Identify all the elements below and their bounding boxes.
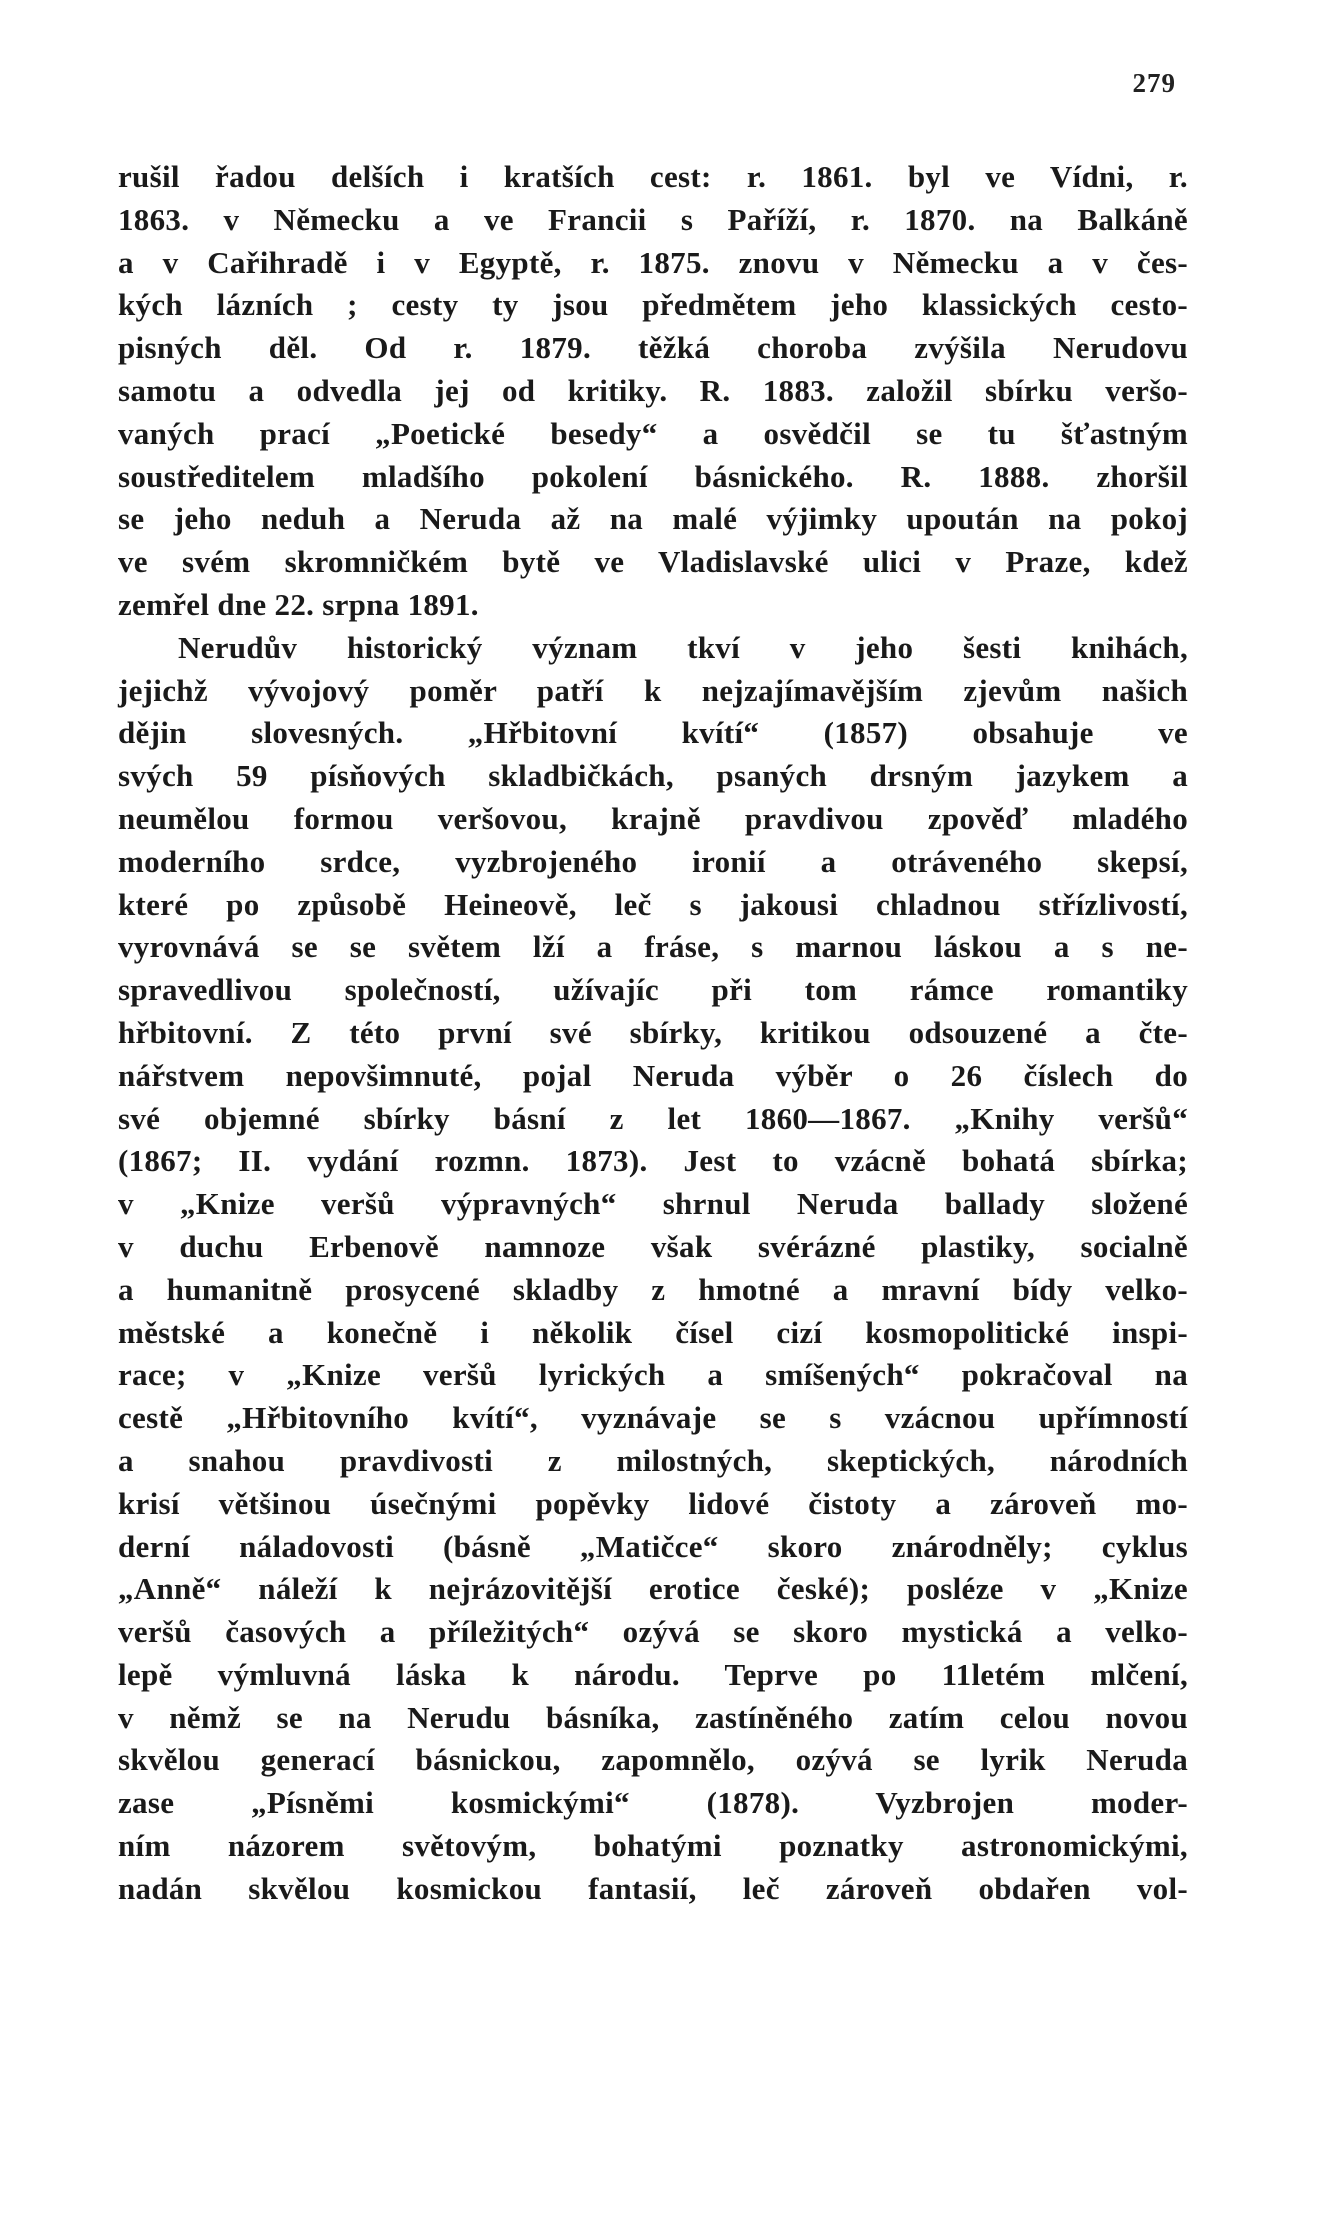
text-line: veršů časových a příležitých“ ozývá se skoro mystická a velko-	[118, 1614, 1188, 1650]
text-line: spravedlivou společností, užívajíc při tom rámce romantiky	[118, 972, 1188, 1008]
text-line: v „Knize veršů výpravných“ shrnul Neruda ballady složené	[118, 1186, 1188, 1222]
text-line: své objemné sbírky básní z let 1860—1867. „Knihy veršů“	[118, 1100, 1188, 1136]
text-line: derní náladovosti (básně „Matičce“ skoro znárodněly; cyklus	[118, 1528, 1188, 1564]
text-line: „Anně“ náleží k nejrázovitější erotice české); posléze v „Knize	[118, 1571, 1188, 1607]
text-line: kých lázních ; cesty ty jsou předmětem jeho klassických cesto-	[118, 287, 1188, 323]
text-line: které po způsobě Heineově, leč s jakousi chladnou střízlivostí,	[118, 886, 1188, 922]
text-line: ním názorem světovým, bohatými poznatky astronomickými,	[118, 1828, 1188, 1864]
text-line: jejichž vývojový poměr patří k nejzajímavějším zjevům našich	[118, 672, 1188, 708]
text-line: 1863. v Německu a ve Francii s Paříží, r. 1870. na Balkáně	[118, 201, 1188, 237]
text-line: ve svém skromničkém bytě ve Vladislavské ulici v Praze, kdež	[118, 544, 1188, 580]
text-line: krisí většinou úsečnými popěvky lidové čistoty a zároveň mo-	[118, 1485, 1188, 1521]
text-line: vaných prací „Poetické besedy“ a osvědčil se tu šťastným	[118, 415, 1188, 451]
text-line: se jeho neduh a Neruda až na malé výjimky upoután na pokoj	[118, 501, 1188, 537]
text-line: v němž se na Nerudu básníka, zastíněného zatím celou novou	[118, 1699, 1188, 1735]
text-line: samotu a odvedla jej od kritiky. R. 1883. založil sbírku veršo-	[118, 372, 1188, 408]
text-line: race; v „Knize veršů lyrických a smíšených“ pokračoval na	[118, 1357, 1188, 1393]
text-line: moderního srdce, vyzbrojeného ironií a otráveného skepsí,	[118, 843, 1188, 879]
text-line: a v Cařihradě i v Egyptě, r. 1875. znovu v Německu a v čes-	[118, 244, 1188, 280]
text-line: zemřel dne 22. srpna 1891.	[118, 586, 479, 622]
text-line: městské a konečně i několik čísel cizí kosmopolitické inspi-	[118, 1314, 1188, 1350]
text-line: (1867; II. vydání rozmn. 1873). Jest to vzácně bohatá sbírka;	[118, 1143, 1188, 1179]
text-line: hřbitovní. Z této první své sbírky, kritikou odsouzené a čte-	[118, 1014, 1188, 1050]
text-line: lepě výmluvná láska k národu. Teprve po 11letém mlčení,	[118, 1656, 1188, 1692]
text-line: a snahou pravdivosti z milostných, skeptických, národních	[118, 1442, 1188, 1478]
text-line: soustředitelem mladšího pokolení básnického. R. 1888. zhoršil	[118, 458, 1188, 494]
text-line: svých 59 písňových skladbičkách, psaných drsným jazykem a	[118, 758, 1188, 794]
body-text	[118, 156, 1188, 1911]
page-number: 279	[1132, 68, 1176, 98]
paragraph-start-line: Nerudův historický význam tkví v jeho šesti knihách,	[178, 629, 1188, 665]
text-line: zase „Písněmi kosmickými“ (1878). Vyzbrojen moder-	[118, 1785, 1188, 1821]
text-line: a humanitně prosycené skladby z hmotné a mravní bídy velko-	[118, 1271, 1188, 1307]
text-line: dějin slovesných. „Hřbitovní kvítí“ (1857) obsahuje ve	[118, 715, 1188, 751]
text-line: rušil řadou delších i kratších cest: r. 1861. byl ve Vídni, r.	[118, 159, 1188, 194]
text-line: skvělou generací básnickou, zapomnělo, ozývá se lyrik Neruda	[118, 1742, 1188, 1778]
text-line: vyrovnává se se světem lží a fráse, s marnou láskou a s ne-	[118, 929, 1188, 965]
text-line: neumělou formou veršovou, krajně pravdivou zpověď mladého	[118, 800, 1188, 836]
text-line: pisných děl. Od r. 1879. těžká choroba zvýšila Nerudovu	[118, 330, 1188, 366]
text-line: nadán skvělou kosmickou fantasií, leč zároveň obdařen vol-	[118, 1870, 1188, 1906]
text-line: nářstvem nepovšimnuté, pojal Neruda výběr o 26 číslech do	[118, 1057, 1188, 1093]
text-line: v duchu Erbenově namnoze však svérázné plastiky, socialně	[118, 1228, 1188, 1264]
text-line: cestě „Hřbitovního kvítí“, vyznávaje se s vzácnou upřímností	[118, 1400, 1188, 1436]
